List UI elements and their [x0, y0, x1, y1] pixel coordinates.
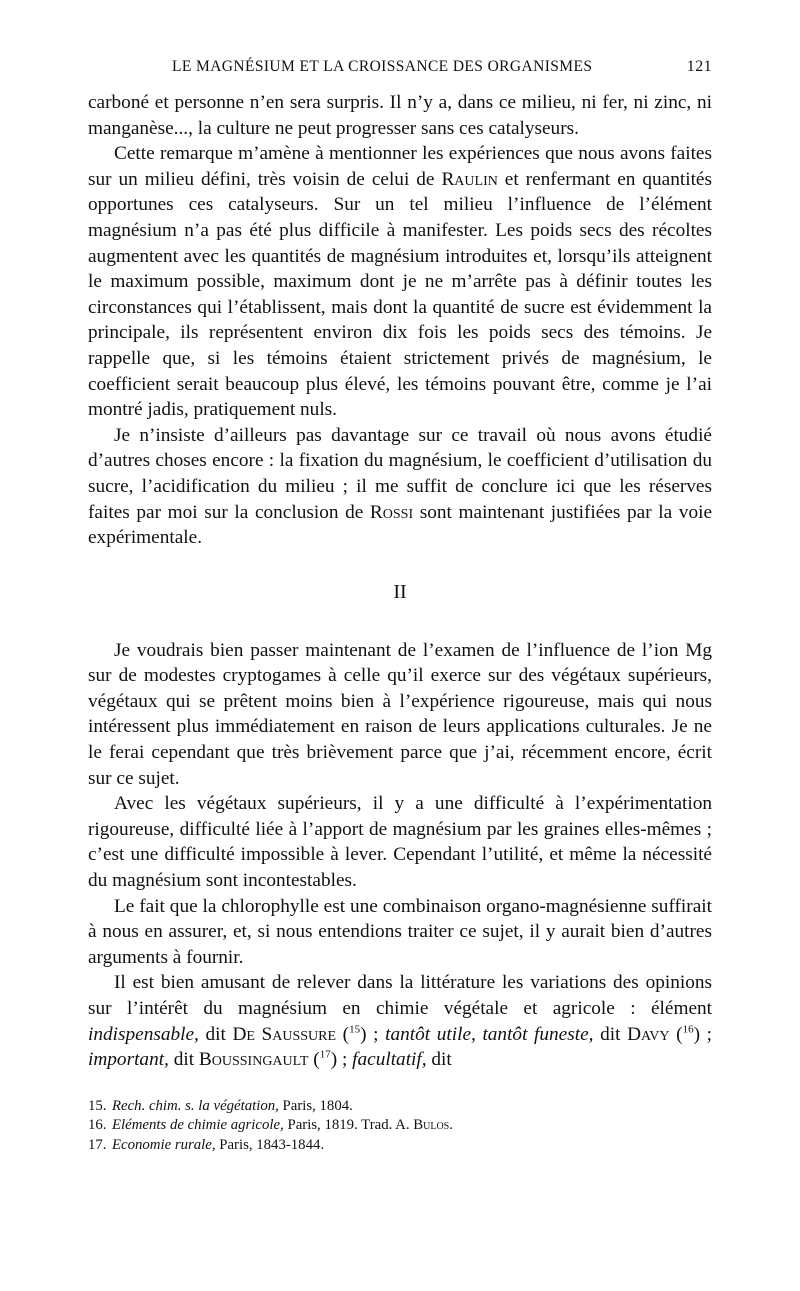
paragraph-text: dit	[593, 1023, 628, 1045]
section-number: II	[393, 580, 407, 603]
author-name: Raulin	[441, 168, 498, 190]
paragraph-text: Il est bien amusant de relever dans la littérature les variations des opinions sur l’intérêt du magnésium en chimie végétale et agricole : élément	[88, 972, 712, 1019]
footnote-author: Bulos.	[413, 1117, 453, 1134]
paragraph-text: dit	[426, 1049, 452, 1071]
footnote-text	[112, 1097, 353, 1117]
paragraph-text: Avec les végétaux supérieurs, il y a une difficulté à l’expérimentation rigoureuse, difficulté liée à l’apport de magnésium par les graines elles-mêmes ; c’est une difficulté impossible à lever. Cependant l’utilité, et même la nécessité du magnésium sont incontestables.	[88, 793, 712, 892]
footnote	[88, 1097, 712, 1117]
paragraph-text: ;	[337, 1049, 353, 1071]
author-name: De Saussure	[232, 1023, 337, 1045]
paragraph-text: Le fait que la chlorophylle est une combinaison organo-magnésienne suffirait à nous en assurer, et, si nous entendions traiter ce sujet, il y aurait bien d’autres arguments à fournir.	[88, 895, 712, 968]
paragraph: Il est bien amusant de relever dans la littérature les variations des opinions sur l’intérêt du magnésium en chimie végétale et agricole : élément indispensable, dit De Saussure ($^{15}$) ; tantôt utile, tantôt funeste, dit Davy ($^{16}$) ; important, dit Boussingault ($^{17}$) ; facultatif, dit	[88, 972, 712, 1071]
running-header	[88, 58, 712, 76]
footnote-rest: Paris, 1804.	[278, 1097, 353, 1114]
footnote	[88, 1116, 712, 1136]
running-title: LE MAGNÉSIUM ET LA CROISSANCE DES ORGANISMES	[172, 58, 593, 75]
paragraph-text: dit	[168, 1049, 199, 1071]
paragraph-text: carboné et personne n’en sera surpris. Il n’y a, dans ce milieu, ni fer, ni zinc, ni manganèse..., la culture ne peut progresser sans ces catalyseurs.	[88, 92, 712, 139]
body-text	[88, 90, 712, 1073]
italic-term: tantôt utile, tantôt funeste,	[385, 1023, 594, 1045]
paragraph-text: dit	[198, 1023, 233, 1045]
page-number: 121	[686, 58, 712, 75]
footnote-title: Eléments de chimie agricole,	[112, 1117, 284, 1134]
footnote-title: Rech. chim. s. la végétation,	[112, 1097, 279, 1114]
paragraph	[88, 894, 712, 971]
footnote-number: 16.	[88, 1117, 107, 1134]
paragraph	[88, 423, 712, 551]
footnote-text	[112, 1136, 324, 1156]
paragraph	[88, 90, 712, 141]
italic-term: facultatif,	[352, 1049, 427, 1071]
footnote-ref: 17	[319, 1048, 331, 1061]
paragraph-text: Je n’insiste d’ailleurs pas davantage sur ce travail où nous avons étudié d’autres choses encore : la fixation du magnésium, le coefficient d’utilisation du sucre, l’acidification du milieu ; il me suffit de conclure ici que les réserves faites par moi sur la conclusion de	[88, 424, 712, 523]
paragraph-text: ;	[366, 1023, 386, 1045]
paragraph-text: et renfermant en quantités opportunes ces catalyseurs. Sur un tel milieu l’influence de l’élément magnésium n’a pas été plus difficile à manifester. Les poids secs des récoltes augmentent avec les quantités de magnésium introduites et, lorsqu’ils atteignent le maximum possible, maximum dont je ne m’arrête pas à définir toutes les circonstances qui l’établissent, mais dont la quantité de sucre est évidemment la principale, ils représentent environ dix fois les poids secs des témoins. Je rappelle que, si les témoins étaient strictement privés de magnésium, le coefficient serait beaucoup plus élevé, les témoins pouvant être, comme je l’ai montré jadis, pratiquement nuls.	[88, 168, 712, 421]
page	[88, 58, 712, 1155]
footnote-number: 15.	[88, 1097, 107, 1114]
author-name: Davy	[627, 1023, 670, 1045]
footnote-ref: 15	[349, 1023, 361, 1036]
footnote-title: Economie rurale,	[112, 1136, 216, 1153]
italic-term: indispensable,	[88, 1023, 199, 1045]
paragraph	[88, 638, 712, 792]
paragraph	[88, 141, 712, 423]
author-name: Rossi	[369, 501, 414, 523]
footnote-rest: Paris, 1819. Trad. A.	[283, 1117, 414, 1134]
italic-term: important,	[88, 1049, 169, 1071]
footnote-text	[112, 1116, 453, 1136]
paragraph-text: sont maintenant justifiées par la voie expérimentale.	[88, 501, 712, 549]
footnote	[88, 1136, 712, 1156]
footnotes	[88, 1097, 712, 1156]
paragraph	[88, 791, 712, 893]
author-name: Boussingault	[198, 1049, 309, 1071]
footnote-number: 17.	[88, 1136, 107, 1153]
paragraph-text: ;	[700, 1023, 712, 1045]
footnote-ref: 16	[682, 1023, 694, 1036]
footnote-rest: Paris, 1843-1844.	[215, 1136, 325, 1153]
paragraph-text: Je voudrais bien passer maintenant de l’examen de l’influence de l’ion Mg sur de modestes cryptogames à celle qu’il exerce sur des végétaux supérieurs, végétaux qui se prêtent moins bien à l’expérience rigoureuse, mais qui nous intéressent plus immédiatement en raison de leurs applications culturales. Je ne le ferai cependant que très brièvement parce que j’ai, récemment encore, écrit sur ce sujet.	[88, 639, 712, 789]
paragraph-text: Cette remarque m’amène à mentionner les expériences que nous avons faites sur un milieu défini, très voisin de celui de	[88, 143, 712, 190]
